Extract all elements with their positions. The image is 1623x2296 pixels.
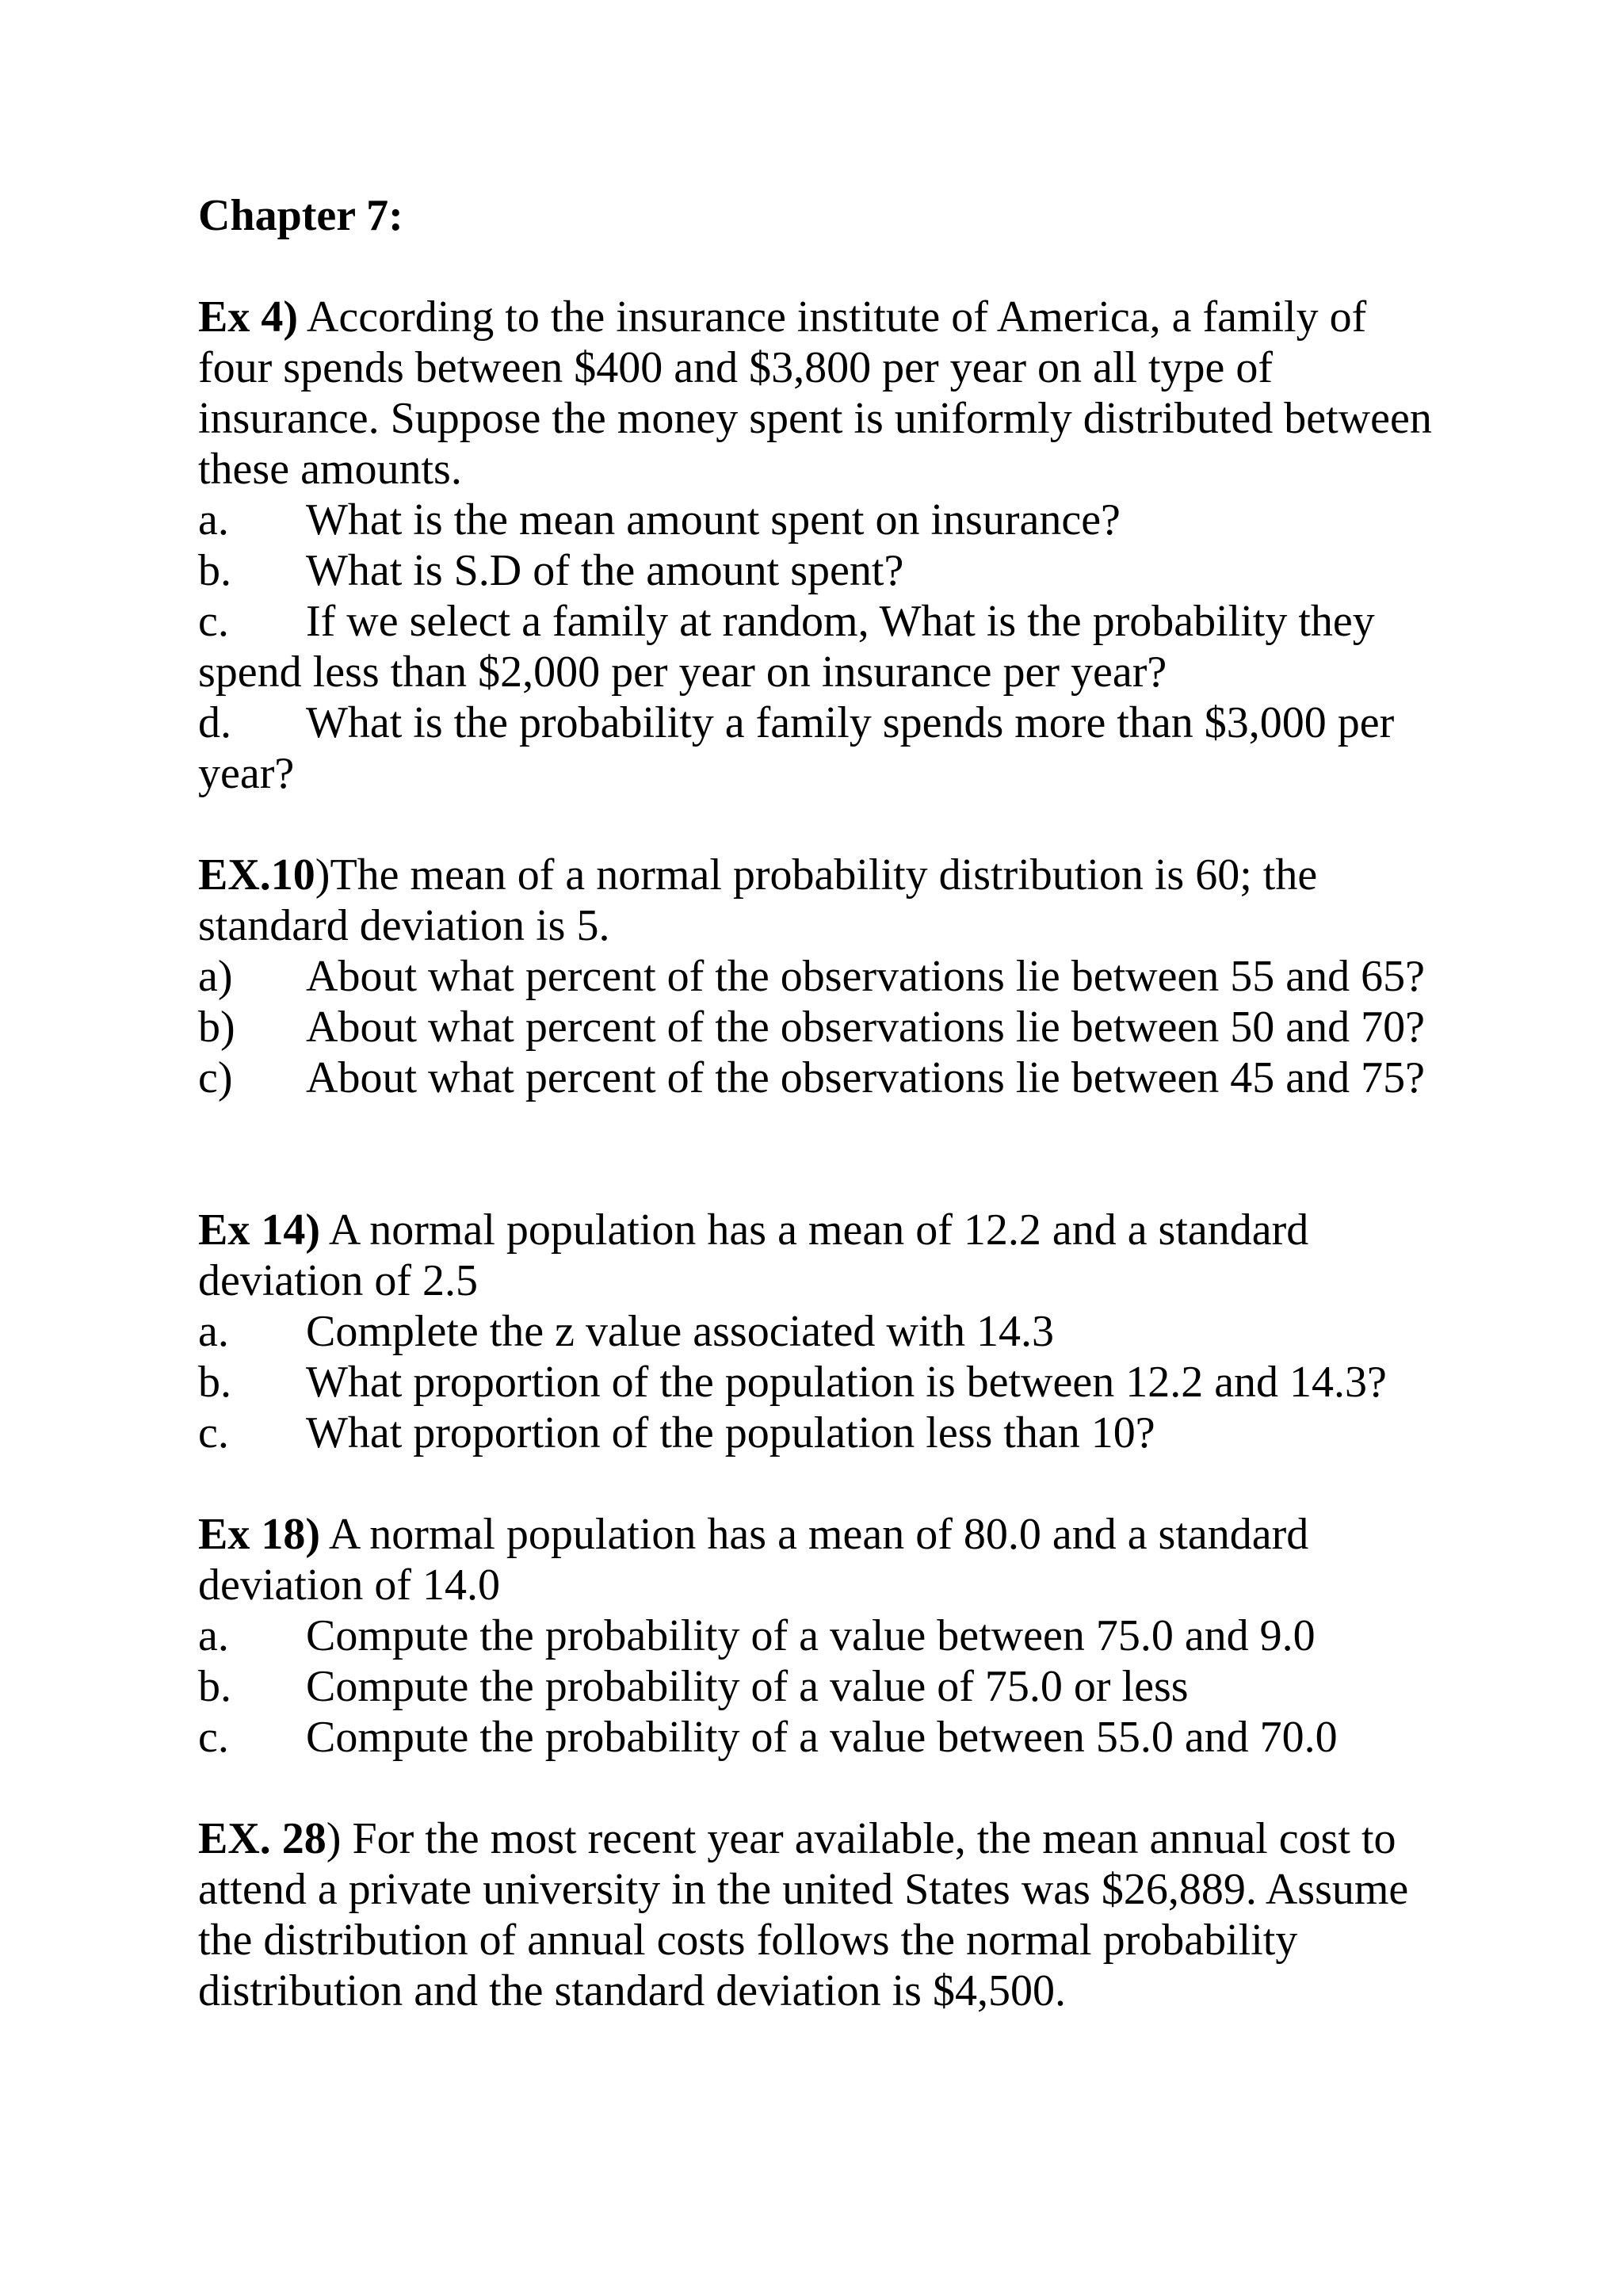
item-marker: a. bbox=[198, 1611, 229, 1660]
exercise-4-item-c bbox=[198, 596, 1434, 697]
exercise-10-item-b bbox=[198, 1002, 1434, 1052]
item-text: What is S.D of the amount spent? bbox=[306, 546, 904, 595]
item-marker: c. bbox=[198, 1408, 229, 1457]
exercise-4-intro bbox=[198, 292, 1434, 495]
document-page bbox=[198, 190, 1434, 2016]
exercise-28-label-prefix: EX. bbox=[198, 1814, 282, 1863]
exercise-4-label: Ex 4) bbox=[198, 292, 298, 342]
chapter-title: Chapter 7: bbox=[198, 191, 403, 240]
exercise-18-intro bbox=[198, 1509, 1434, 1610]
item-text: About what percent of the observations lie between 55 and 65? bbox=[306, 952, 1426, 1001]
exercise-10-label: EX.10 bbox=[198, 850, 315, 900]
item-text: Compute the probability of a value of 75.0 or less bbox=[306, 1662, 1189, 1711]
exercise-14-label: Ex 14) bbox=[198, 1205, 320, 1255]
exercise-18 bbox=[198, 1509, 1434, 1763]
item-marker: a. bbox=[198, 1307, 229, 1356]
exercise-10-item-c bbox=[198, 1052, 1434, 1103]
exercise-14-item-a bbox=[198, 1306, 1434, 1357]
exercise-28-label-number: 28 bbox=[281, 1814, 327, 1863]
item-text: What is the mean amount spent on insurance? bbox=[306, 495, 1121, 544]
item-marker: b. bbox=[198, 1358, 231, 1407]
exercise-14 bbox=[198, 1205, 1434, 1458]
item-marker: a) bbox=[198, 952, 233, 1001]
item-marker: c) bbox=[198, 1053, 233, 1102]
exercise-28-intro bbox=[198, 1813, 1434, 2016]
exercise-10-item-a bbox=[198, 951, 1434, 1002]
exercise-18-item-b bbox=[198, 1661, 1434, 1712]
exercise-10-intro bbox=[198, 850, 1434, 951]
exercise-10 bbox=[198, 850, 1434, 1103]
item-text: Compute the probability of a value between 55.0 and 70.0 bbox=[306, 1713, 1338, 1762]
exercise-4-item-a bbox=[198, 495, 1434, 545]
exercise-4-item-d bbox=[198, 697, 1434, 799]
exercise-14-item-c bbox=[198, 1408, 1434, 1458]
exercise-18-intro-text: A normal population has a mean of 80.0 and a standard deviation of 14.0 bbox=[198, 1510, 1309, 1610]
item-marker: b) bbox=[198, 1003, 235, 1052]
exercise-14-item-b bbox=[198, 1357, 1434, 1408]
exercise-14-intro bbox=[198, 1205, 1434, 1306]
item-text: What proportion of the population less than 10? bbox=[306, 1408, 1155, 1457]
item-text: About what percent of the observations lie between 50 and 70? bbox=[306, 1003, 1426, 1052]
item-marker: c. bbox=[198, 597, 229, 646]
exercise-18-item-a bbox=[198, 1610, 1434, 1661]
exercise-4 bbox=[198, 292, 1434, 799]
item-text: Complete the z value associated with 14.3 bbox=[306, 1307, 1054, 1356]
item-marker: c. bbox=[198, 1713, 229, 1762]
item-text: If we select a family at random, What is the probability they spend less than $2,000 per year on insurance per year? bbox=[198, 597, 1375, 697]
item-text: Compute the probability of a value between 75.0 and 9.0 bbox=[306, 1611, 1316, 1660]
exercise-28 bbox=[198, 1813, 1434, 2016]
exercise-18-label: Ex 18) bbox=[198, 1510, 320, 1559]
item-marker: b. bbox=[198, 1662, 231, 1711]
item-text: What proportion of the population is between 12.2 and 14.3? bbox=[306, 1358, 1387, 1407]
exercise-4-item-b bbox=[198, 545, 1434, 596]
exercise-10-intro-text: )The mean of a normal probability distribution is 60; the standard deviation is 5. bbox=[198, 850, 1318, 950]
item-text: What is the probability a family spends more than $3,000 per year? bbox=[198, 698, 1395, 798]
item-marker: b. bbox=[198, 546, 231, 595]
item-marker: d. bbox=[198, 698, 231, 747]
item-text: About what percent of the observations lie between 45 and 75? bbox=[306, 1053, 1426, 1102]
exercise-4-intro-text: According to the insurance institute of America, a family of four spends between $400 and $3,800 per year on all type of insurance. Suppose the money spent is uniformly distributed between these amounts. bbox=[198, 292, 1432, 494]
exercise-28-intro-text: ) For the most recent year available, the mean annual cost to attend a private university in the united States was $26,889. Assume the distribution of annual costs follows the normal probability distribution and the standard deviation is $4,500. bbox=[198, 1814, 1409, 2015]
exercise-18-item-c bbox=[198, 1712, 1434, 1763]
exercise-14-intro-text: A normal population has a mean of 12.2 and a standard deviation of 2.5 bbox=[198, 1205, 1309, 1305]
item-marker: a. bbox=[198, 495, 229, 544]
